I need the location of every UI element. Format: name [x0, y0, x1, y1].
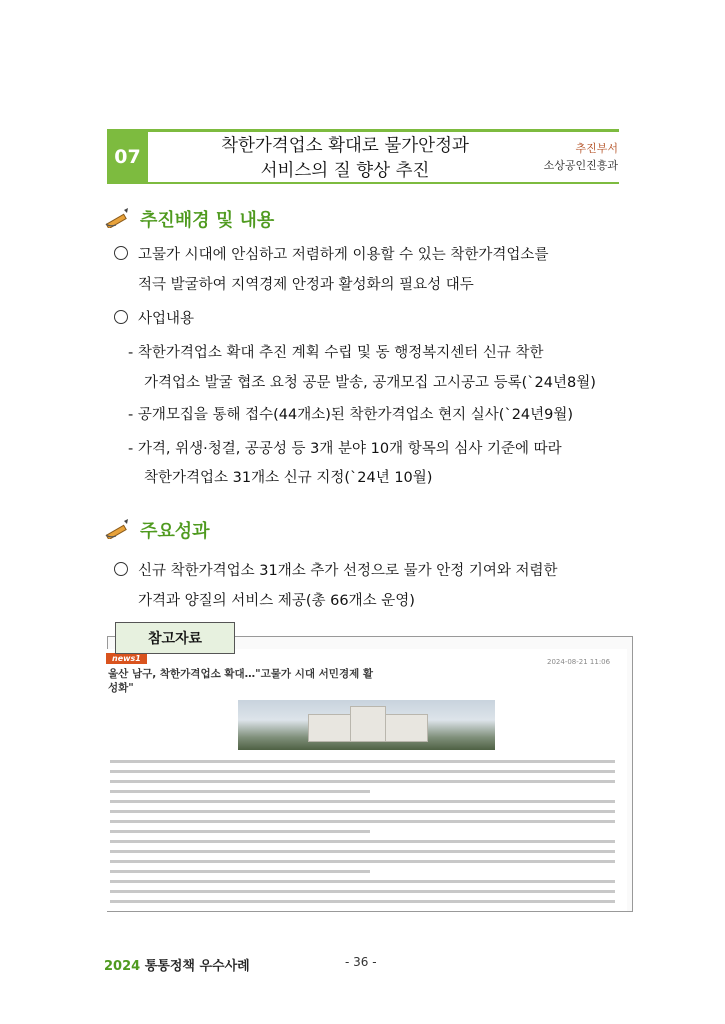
- paragraph-line: 가격과 양질의 서비스 제공(총 66개소 운영): [138, 593, 415, 609]
- dept-label: 추진부서: [575, 142, 618, 155]
- reference-tab: 참고자료: [115, 622, 235, 654]
- news-body-line: [110, 890, 615, 893]
- news-logo: news1: [106, 653, 147, 664]
- bullet-item: - 가격, 위생·청결, 공공성 등 3개 분야 10개 항목의 심사 기준에 따라: [128, 441, 562, 457]
- title-line-2: 서비스의 질 향상 추진: [260, 161, 430, 181]
- bullet-item-cont: 착한가격업소 31개소 신규 지정(`24년 10월): [144, 470, 433, 486]
- section-heading-results: 주요성과: [140, 521, 210, 542]
- circle-bullet-icon: [114, 246, 128, 260]
- news-headline: [108, 667, 618, 695]
- news-body-line: [110, 820, 615, 823]
- bullet-item: - 착한가격업소 확대 추진 계획 수립 및 동 행정복지센터 신규 착한: [128, 345, 544, 361]
- news-body-line: [110, 790, 370, 793]
- news-body-line: [110, 800, 615, 803]
- headline-line: 성화": [108, 682, 134, 694]
- news-body-line: [110, 880, 615, 883]
- paragraph-line: 고물가 시대에 안심하고 저렴하게 이용할 수 있는 착한가격업소를: [138, 247, 549, 263]
- footer-title: [104, 955, 250, 974]
- news-body-line: [110, 810, 615, 813]
- page-number: - 36 -: [345, 955, 377, 969]
- paragraph-results: [114, 556, 558, 586]
- paragraph-line: 적극 발굴하여 지역경제 안정과 활성화의 필요성 대두: [138, 277, 474, 293]
- building-tower: [350, 706, 386, 742]
- news-body-line: [110, 870, 370, 873]
- dept-name: 소상공인진흥과: [543, 159, 618, 172]
- section-number: 07: [107, 132, 148, 182]
- circle-bullet-icon: [114, 310, 128, 324]
- news-body-line: [110, 830, 370, 833]
- news-body-line: [110, 770, 615, 773]
- news-body-line: [110, 900, 615, 903]
- news-photo: [238, 700, 495, 750]
- header-top-line: [107, 129, 619, 132]
- title-line-1: 착한가격업소 확대로 물가안정과: [221, 136, 469, 156]
- news-body-line: [110, 840, 615, 843]
- pencil-icon: [104, 517, 130, 539]
- pencil-icon: [104, 206, 130, 228]
- news-body-line: [110, 850, 615, 853]
- footer-text: 통통정책 우수사례: [144, 959, 250, 974]
- news-body-line: [110, 780, 615, 783]
- page-title: [160, 134, 530, 184]
- news-date: 2024-08-21 11:06: [547, 658, 611, 666]
- paragraph-line: 사업내용: [138, 311, 195, 327]
- bullet-item: - 공개모집을 통해 접수(44개소)된 착한가격업소 현지 실사(`24년9월): [128, 407, 574, 423]
- paragraph-program: [114, 304, 194, 334]
- section-heading-background: 추진배경 및 내용: [140, 210, 275, 231]
- paragraph-line: 신규 착한가격업소 31개소 추가 선정으로 물가 안정 기여와 저렴한: [138, 563, 558, 579]
- circle-bullet-icon: [114, 562, 128, 576]
- news-body-line: [110, 760, 615, 763]
- footer-year: 2024: [104, 959, 141, 974]
- headline-line: 울산 남구, 착한가격업소 확대…"고물가 시대 서민경제 활: [108, 668, 374, 680]
- paragraph-background: [114, 240, 548, 270]
- news-body-line: [110, 860, 615, 863]
- bullet-item-cont: 가격업소 발굴 협조 요청 공문 발송, 공개모집 고시공고 등록(`24년8월): [144, 375, 596, 391]
